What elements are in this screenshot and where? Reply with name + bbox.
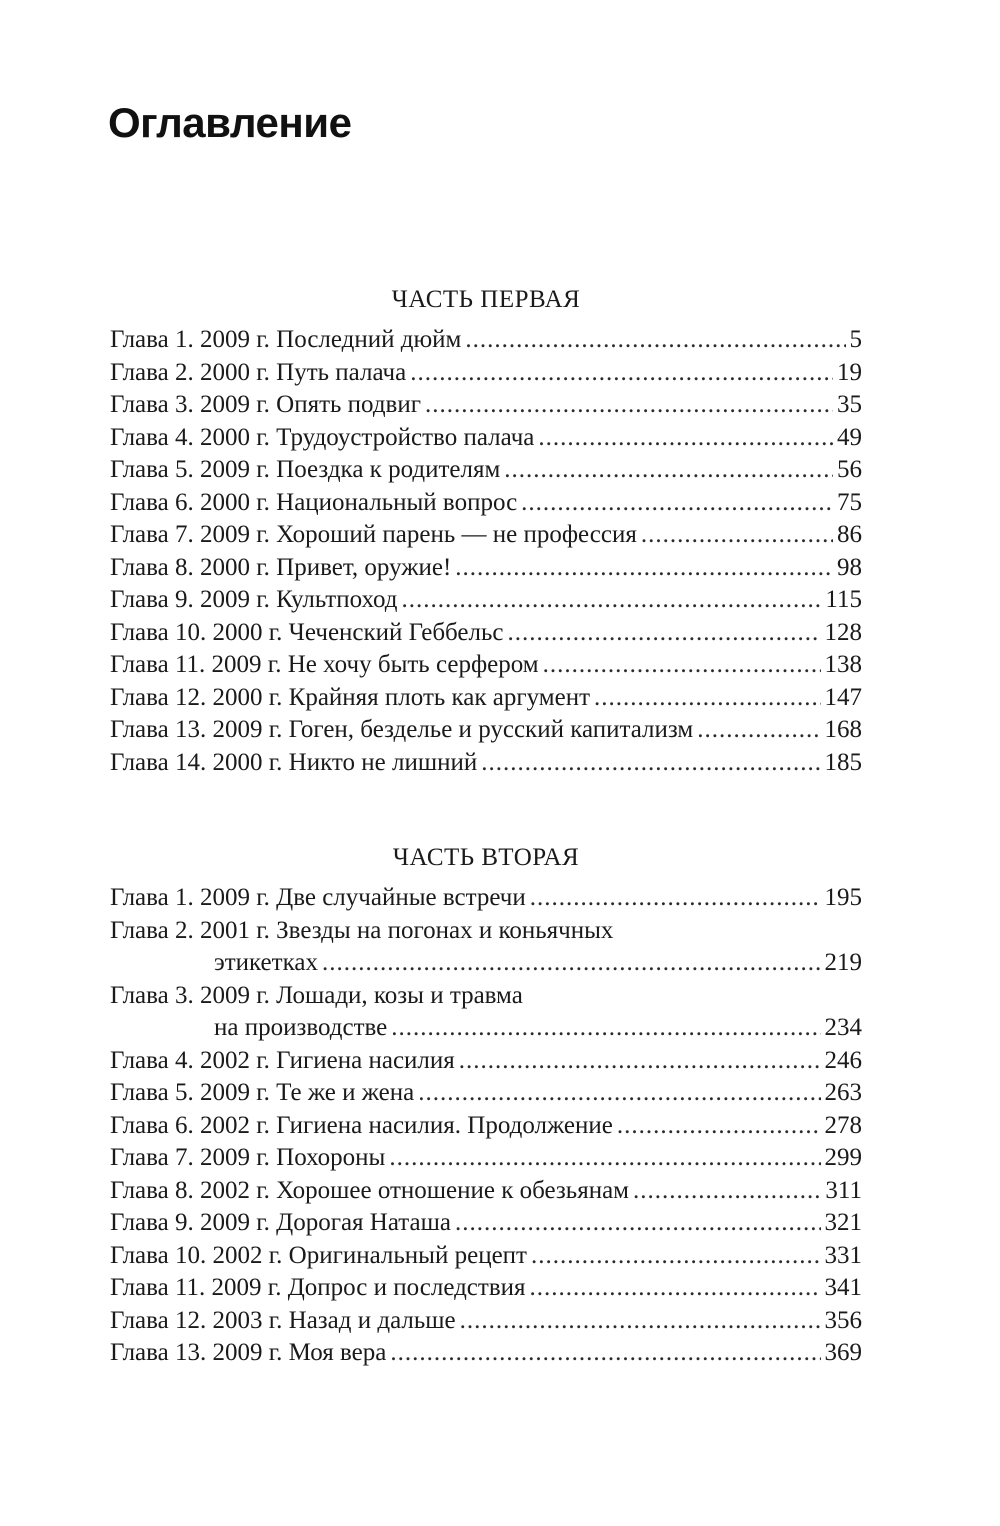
toc-entry-title: Глава 12. 2003 г. Назад и дальше xyxy=(110,1306,456,1334)
dot-leader xyxy=(538,422,833,455)
dot-leader xyxy=(617,1110,821,1143)
toc-entry xyxy=(110,1207,862,1240)
toc-entry-line xyxy=(110,1337,862,1370)
toc-entry xyxy=(110,915,862,980)
toc-entry-title: Глава 5. 2009 г. Поездка к родителям xyxy=(110,456,501,483)
toc-entry xyxy=(110,1110,862,1143)
toc-entry-page-number: 369 xyxy=(824,1339,862,1366)
toc-entry-line xyxy=(110,1272,862,1305)
dot-leader xyxy=(521,487,833,520)
toc-entry xyxy=(110,882,862,915)
toc-entry-line xyxy=(110,487,862,520)
toc-entry-line xyxy=(110,389,862,422)
toc-entry-title: Глава 10. 2000 г. Чеченский Геббельс xyxy=(110,618,504,646)
dot-leader xyxy=(391,1012,820,1045)
toc-entry-page-number: 115 xyxy=(825,586,862,613)
toc-entry-line xyxy=(110,714,862,747)
toc-entry-line xyxy=(110,882,862,915)
toc-entry-title: Глава 7. 2009 г. Похороны xyxy=(110,1144,386,1171)
toc-entry-title: Глава 6. 2002 г. Гигиена насилия. Продолжение xyxy=(110,1111,613,1139)
dot-leader xyxy=(508,617,821,650)
toc-entry xyxy=(110,324,862,357)
toc-entry-title: Глава 4. 2000 г. Трудоустройство палача xyxy=(110,423,535,451)
dot-leader xyxy=(402,584,822,617)
toc-entry-line xyxy=(110,584,862,617)
toc-entry-page-number: 138 xyxy=(824,651,862,678)
toc-entry-line xyxy=(110,682,862,715)
toc-entry-page-number: 311 xyxy=(825,1176,862,1204)
toc-entry-title: Глава 7. 2009 г. Хороший парень — не профессия xyxy=(110,521,637,548)
toc-entry xyxy=(110,1077,862,1110)
toc-entry-line xyxy=(110,747,862,780)
dot-leader xyxy=(543,649,821,682)
toc-entry-title: Глава 2. 2001 г. Звезды на погонах и коньячных xyxy=(110,916,614,944)
toc-entry-title: Глава 9. 2009 г. Дорогая Наташа xyxy=(110,1209,451,1236)
toc-entry-title: Глава 3. 2009 г. Лошади, козы и травма xyxy=(110,981,523,1009)
toc-entry-line xyxy=(110,1142,862,1175)
toc-entry-page-number: 195 xyxy=(824,884,862,911)
toc-entry-page-number: 341 xyxy=(824,1274,862,1301)
toc-entry-page-number: 86 xyxy=(837,521,862,548)
dot-leader xyxy=(455,1207,821,1240)
toc-entry-line xyxy=(110,1077,862,1110)
toc-entry xyxy=(110,747,862,780)
toc-entry-line xyxy=(110,1240,862,1273)
toc-entry-title: Глава 1. 2009 г. Последний дюйм xyxy=(110,326,462,353)
toc-entry-line xyxy=(110,1012,862,1045)
dot-leader xyxy=(530,1272,821,1305)
toc-entry-page-number: 98 xyxy=(837,553,862,581)
toc-entry-title: Глава 13. 2009 г. Гоген, безделье и русский капитализм xyxy=(110,716,694,743)
dot-leader xyxy=(455,552,833,585)
toc-entry-page-number: 49 xyxy=(837,423,862,451)
toc-entry-page-number: 56 xyxy=(837,456,862,483)
toc-entry-title: Глава 4. 2002 г. Гигиена насилия xyxy=(110,1046,455,1074)
toc-entry-page-number: 35 xyxy=(837,391,862,418)
toc-entry-line xyxy=(110,617,862,650)
toc-entry-title: Глава 8. 2000 г. Привет, оружие! xyxy=(110,553,452,581)
toc-entry xyxy=(110,584,862,617)
toc-entry xyxy=(110,1272,862,1305)
toc-entry-title: Глава 1. 2009 г. Две случайные встречи xyxy=(110,884,526,911)
toc-entry-title: на производстве xyxy=(214,1014,388,1041)
toc-entry-page-number: 234 xyxy=(824,1014,862,1041)
toc-entry xyxy=(110,487,862,520)
toc-entry-page-number: 263 xyxy=(824,1079,862,1106)
toc-entry-page-number: 147 xyxy=(824,683,862,711)
part-two-toc-list xyxy=(110,882,862,1370)
toc-entry-title: Глава 8. 2002 г. Хорошее отношение к обезьянам xyxy=(110,1176,630,1204)
toc-entry-line xyxy=(110,357,862,390)
toc-entry-page-number: 5 xyxy=(849,326,862,353)
toc-entry-title: Глава 5. 2009 г. Те же и жена xyxy=(110,1079,415,1106)
dot-leader xyxy=(389,1142,820,1175)
toc-entry-title: Глава 13. 2009 г. Моя вера xyxy=(110,1339,387,1366)
dot-leader xyxy=(504,454,833,487)
toc-entry xyxy=(110,1175,862,1208)
toc-entry xyxy=(110,980,862,1045)
toc-entry xyxy=(110,1045,862,1078)
toc-entry-page-number: 299 xyxy=(824,1144,862,1171)
toc-entry-page-number: 321 xyxy=(824,1209,862,1236)
toc-entry-title: Глава 10. 2002 г. Оригинальный рецепт xyxy=(110,1241,527,1269)
toc-entry xyxy=(110,617,862,650)
toc-entry-line xyxy=(110,1175,862,1208)
toc-entry xyxy=(110,649,862,682)
part-one xyxy=(110,280,862,779)
toc-entry-title: Глава 11. 2009 г. Не хочу быть серфером xyxy=(110,651,539,678)
toc-entry xyxy=(110,682,862,715)
toc-entry-page-number: 185 xyxy=(824,748,862,776)
toc-entry xyxy=(110,357,862,390)
toc-entry-page-number: 19 xyxy=(837,358,862,386)
dot-leader xyxy=(322,947,821,980)
toc-entry-title: Глава 9. 2009 г. Культпоход xyxy=(110,586,398,613)
toc-entry-page-number: 168 xyxy=(824,716,862,743)
toc-entry xyxy=(110,1305,862,1338)
toc-entry xyxy=(110,714,862,747)
toc-entry-page-number: 246 xyxy=(824,1046,862,1074)
toc-entry-line xyxy=(110,1110,862,1143)
toc-entry-page-number: 75 xyxy=(837,488,862,516)
toc-entry-title: Глава 12. 2000 г. Крайняя плоть как аргумент xyxy=(110,683,591,711)
dot-leader xyxy=(641,519,833,552)
part-two-heading: ЧАСТЬ ВТОРАЯ xyxy=(392,844,580,871)
toc-entry-line xyxy=(110,1045,862,1078)
toc-entry-title: Глава 14. 2000 г. Никто не лишний xyxy=(110,748,478,776)
dot-leader xyxy=(481,747,820,780)
toc-entry-page-number: 278 xyxy=(824,1111,862,1139)
toc-entry xyxy=(110,389,862,422)
dot-leader xyxy=(418,1077,820,1110)
dot-leader xyxy=(594,682,820,715)
toc-entry xyxy=(110,1240,862,1273)
toc-entry-title: Глава 3. 2009 г. Опять подвиг xyxy=(110,391,421,418)
toc-entry-line xyxy=(110,1305,862,1338)
toc-entry-title: Глава 11. 2009 г. Допрос и последствия xyxy=(110,1274,526,1301)
toc-entry xyxy=(110,552,862,585)
dot-leader xyxy=(390,1337,820,1370)
toc-entry-line xyxy=(110,519,862,552)
page-title: Оглавление xyxy=(108,99,352,146)
toc-entry-line xyxy=(110,649,862,682)
toc-entry xyxy=(110,519,862,552)
toc-entry-line xyxy=(110,552,862,585)
dot-leader xyxy=(459,1045,821,1078)
dot-leader xyxy=(425,389,833,422)
part-one-toc-list xyxy=(110,324,862,779)
toc-entry xyxy=(110,422,862,455)
part-one-heading: ЧАСТЬ ПЕРВАЯ xyxy=(391,286,581,313)
dot-leader xyxy=(465,324,845,357)
dot-leader xyxy=(460,1305,821,1338)
toc-entry-title: этикетках xyxy=(214,949,318,976)
dot-leader xyxy=(530,882,821,915)
toc-entry-line xyxy=(110,947,862,980)
toc-entry-line xyxy=(110,1207,862,1240)
toc-entry-page-number: 356 xyxy=(824,1306,862,1334)
dot-leader xyxy=(633,1175,821,1208)
toc-entry-page-number: 219 xyxy=(824,949,862,976)
toc-entry-title: Глава 6. 2000 г. Национальный вопрос xyxy=(110,488,518,516)
toc-entry xyxy=(110,454,862,487)
toc-entry-line xyxy=(110,454,862,487)
dot-leader xyxy=(531,1240,821,1273)
dot-leader xyxy=(697,714,820,747)
toc-entry-title: Глава 2. 2000 г. Путь палача xyxy=(110,358,407,386)
toc-entry-page-number: 331 xyxy=(824,1241,862,1269)
toc-entry-page-number: 128 xyxy=(824,618,862,646)
part-two xyxy=(110,838,862,1370)
toc-entry-line xyxy=(110,324,862,357)
toc-entry-line xyxy=(110,422,862,455)
toc-entry xyxy=(110,1142,862,1175)
toc-entry xyxy=(110,1337,862,1370)
dot-leader xyxy=(410,357,833,390)
